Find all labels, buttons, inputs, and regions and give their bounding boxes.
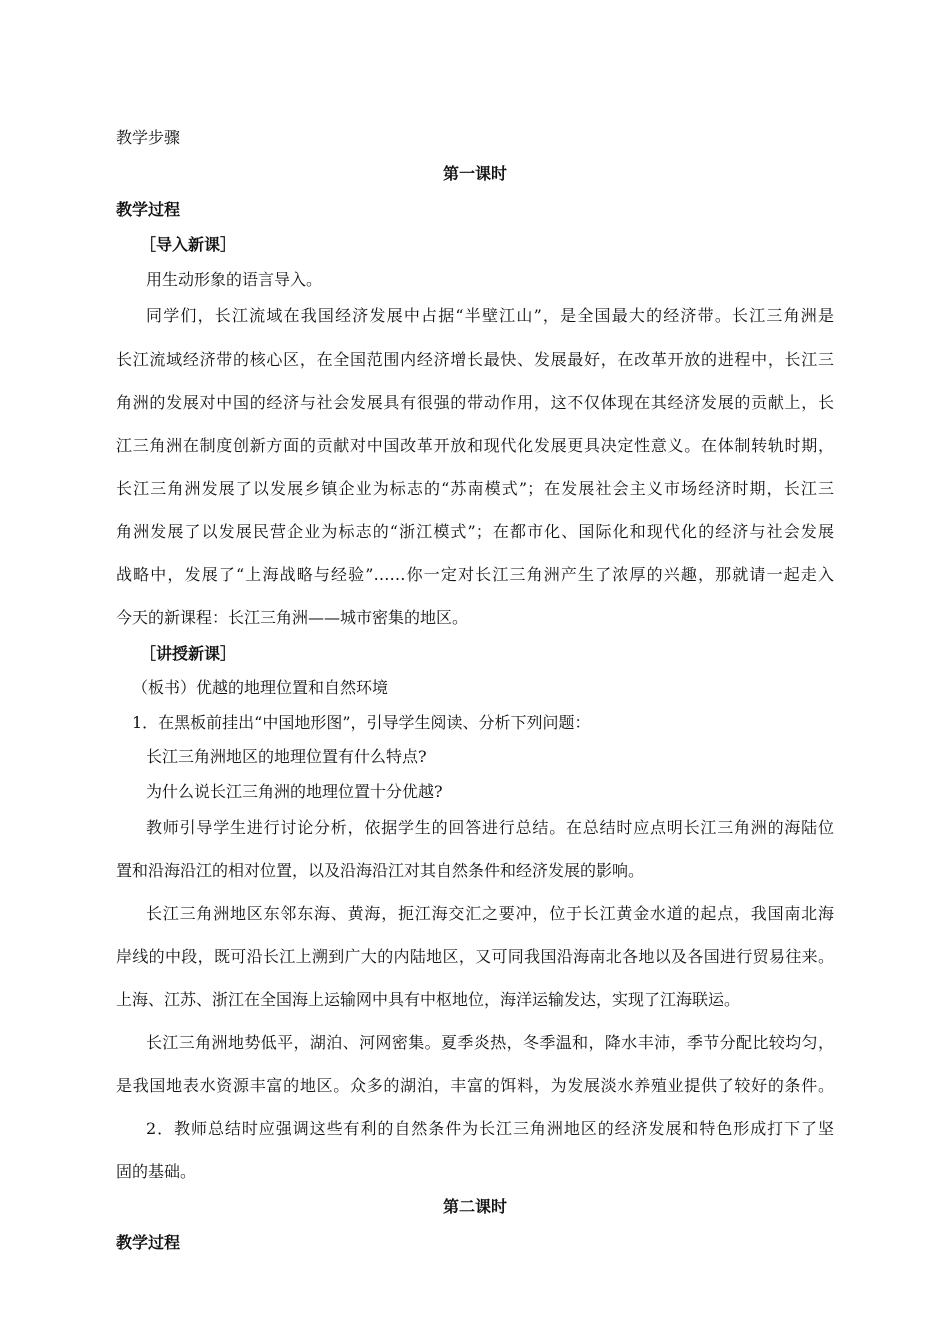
teacher-paragraph-line: 置和沿海沿江的相对位置，以及沿海沿江对其自然条件和经济发展的影响。	[116, 861, 645, 880]
intro-paragraph-line: 角洲的发展对中国的经济与社会发展具有很强的带动作用，这不仅体现在其经济发展的贡献上，长	[116, 393, 834, 412]
step-2-line: 固的基础。	[116, 1162, 197, 1181]
teaching-steps-label: 教学步骤	[116, 128, 181, 147]
board-note: （板书）优越的地理位置和自然环境	[132, 678, 389, 697]
nature-paragraph-line: 是我国地表水资源丰富的地区。众多的湖泊，丰富的饵料，为发展淡水养殖业提供了较好的条件。	[116, 1076, 834, 1095]
intro-paragraph-line: 角洲发展了以发展民营企业为标志的“浙江模式”；在都市化、国际化和现代化的经济与社会发展	[116, 522, 834, 541]
teacher-paragraph-line: 教师引导学生进行讨论分析，依据学生的回答进行总结。在总结时应点明长江三角洲的海陆位	[146, 818, 834, 837]
nature-paragraph-line: 长江三角洲地势低平，湖泊、河网密集。夏季炎热，冬季温和，降水丰沛，季节分配比较均匀，	[146, 1033, 834, 1052]
lesson2-title: 第二课时	[442, 1197, 507, 1216]
location-paragraph-line: 长江三角洲地区东邻东海、黄海，扼江海交汇之要冲，位于长江黄金水道的起点，我国南北海	[146, 904, 834, 923]
step-1: 1．在黑板前挂出“中国地形图”，引导学生阅读、分析下列问题：	[132, 713, 591, 732]
lesson2-process-heading: 教学过程	[116, 1233, 181, 1252]
intro-method: 用生动形象的语言导入。	[146, 270, 323, 289]
intro-paragraph-line: 同学们，长江流域在我国经济发展中占据“半壁江山”，是全国最大的经济带。长江三角洲是	[146, 306, 834, 325]
intro-paragraph-line: 今天的新课程：长江三角洲——城市密集的地区。	[116, 608, 469, 627]
step-2-line: 2．教师总结时应强调这些有利的自然条件为长江三角洲地区的经济发展和特色形成打下了坚	[146, 1119, 834, 1138]
new-section-heading: ［讲授新课］	[140, 644, 237, 663]
intro-section-heading: ［导入新课］	[140, 235, 237, 254]
intro-paragraph-line: 长江三角洲发展了以发展乡镇企业为标志的“苏南模式”；在发展社会主义市场经济时期，长江三	[116, 479, 834, 498]
question-2: 为什么说长江三角洲的地理位置十分优越?	[146, 782, 443, 801]
intro-paragraph-line: 长江流域经济带的核心区，在全国范围内经济增长最快、发展最好，在改革开放的进程中，长江三	[116, 350, 834, 369]
location-paragraph-line: 上海、江苏、浙江在全国海上运输网中具有中枢地位，海洋运输发达，实现了江海联运。	[116, 990, 741, 1009]
lesson1-process-heading: 教学过程	[116, 200, 181, 219]
lesson1-title: 第一课时	[442, 164, 507, 183]
intro-paragraph-line: 战略中，发展了“上海战略与经验”……你一定对长江三角洲产生了浓厚的兴趣，那就请一起走入	[116, 565, 834, 584]
question-1: 长江三角洲地区的地理位置有什么特点?	[146, 747, 427, 766]
intro-paragraph-line: 江三角洲在制度创新方面的贡献对中国改革开放和现代化发展更具决定性意义。在体制转轨时期，	[116, 436, 834, 455]
location-paragraph-line: 岸线的中段，既可沿长江上溯到广大的内陆地区，又可同我国沿海南北各地以及各国进行贸易往来。	[116, 947, 834, 966]
